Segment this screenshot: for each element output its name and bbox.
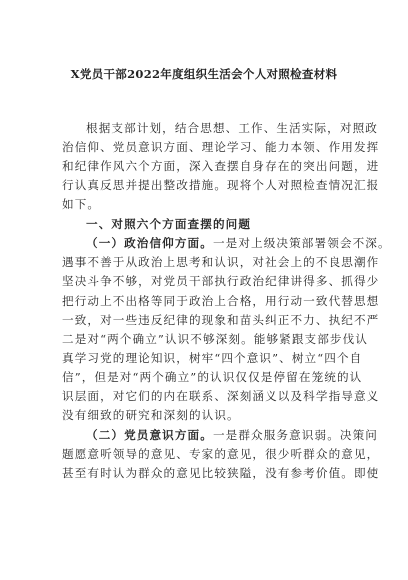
body-line: 把行动上不出格等同于政治上合格，用行动一致代替思想: [62, 294, 380, 308]
intro-line: 根据支部计划，结合思想、工作、生活实际，对照政: [86, 121, 378, 135]
body-line: 信”，但是对“两个确立”的认识仅仅是停留在笼统的认: [62, 370, 363, 384]
body-line: 二是对“两个确立”认识不够深刻。能够紧跟支部步伐认: [62, 332, 369, 346]
body-line: 识层面，对它们的内在联系、深刻涵义以及科学指导意义: [62, 389, 380, 403]
body-line: 没有细致的研究和深刻的认识。: [62, 408, 240, 422]
subsection-label: （一）政治信仰方面。: [86, 236, 213, 250]
body-line: 甚至有时认为群众的意见比较狭隘，没有参考价值。即使: [62, 466, 380, 480]
subsection-text: 一是对上级决策部署领会不深。: [212, 236, 391, 250]
subsection-first-line: [86, 236, 391, 250]
intro-line: 行认真反思并提出整改措施。现将个人对照检查情况汇报: [62, 178, 380, 192]
intro-line: 如下。: [62, 197, 101, 211]
intro-line: 和纪律作风六个方面，深入查摆自身存在的突出问题，进: [62, 159, 380, 173]
document-title: X党员干部2022年度组织生活会个人对照检查材料: [70, 67, 338, 81]
body-line: 真学习党的理论知识，树牢“四个意识”、树立“四个自: [62, 351, 363, 365]
body-line: 坚决斗争不够，对党员干部执行政治纪律讲得多、抓得少: [62, 274, 380, 288]
subsection-first-line: [86, 428, 378, 442]
body-line: 题愿意听领导的意见、专家的意见，很少听群众的意见，: [62, 447, 380, 461]
intro-line: 治信仰、党员意识方面、理论学习、能力本领、作用发挥: [62, 140, 380, 154]
section-heading: 一、对照六个方面查摆的问题: [86, 217, 252, 231]
body-line: 遇事不善于从政治上思考和认识，对社会上的不良思潮作: [62, 255, 380, 269]
subsection-text: 一是群众服务意识弱。决策问: [212, 428, 378, 442]
body-line: 一致，对一些违反纪律的现象和苗头纠正不力、执纪不严: [62, 313, 380, 327]
subsection-label: （二）党员意识方面。: [86, 428, 213, 442]
